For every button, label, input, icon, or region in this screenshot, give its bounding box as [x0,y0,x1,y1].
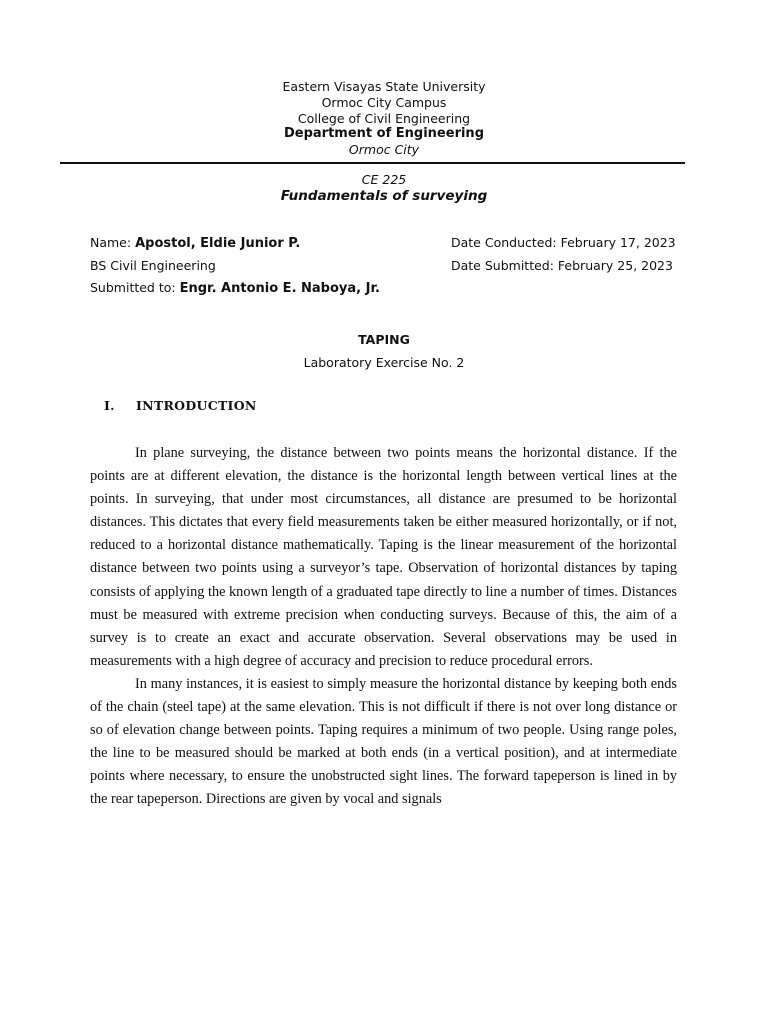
student-name: Apostol, Eldie Junior P. [135,236,301,251]
college-name: College of Civil Engineering [297,111,471,126]
lab-subtitle: Laboratory Exercise No. 2 [303,355,465,370]
course-code: CE 225 [361,172,407,187]
university-name: Eastern Visayas State University [282,79,486,94]
instructor-name: Engr. Antonio E. Naboya, Jr. [179,281,380,296]
paragraph: In plane surveying, the distance between two points means the horizontal distance. If the points are at different elevation, the distance is the horizontal length between vertical lines at the points. In surveying, that under most circumstances, all distance are presumed to be horizontal distances. This dictates that every field measurements taken be either measured horizontally, or if not, reduced to a horizontal distance mathematically. Taping is the linear measurement of the horizontal distance between two points using a surveyor’s tape. Observation of horizontal distances by taping consists of applying the known length of a graduated tape directly to line a number of times. Distances must be measured with extreme precision when conducting surveys. Because of this, the aim of a survey is to create an exact and accurate observation. Several observations may be used in measurements with a high degree of accuracy and precision to reduce procedural errors. [90,445,677,669]
date-submitted-value: February 25, 2023 [557,258,673,273]
city-name: Ormoc City [348,142,420,157]
submitted-to-label: Submitted to: [90,280,176,295]
date-conducted-line [451,235,676,251]
header-divider [60,162,685,164]
department-name: Department of Engineering [284,126,484,141]
date-submitted-label: Date Submitted: [451,258,554,273]
submitted-to-line [90,280,380,297]
date-submitted-line [451,258,673,274]
section-number: I. [104,398,115,413]
student-name-line [90,235,300,252]
course-title: Fundamentals of surveying [280,188,488,204]
date-conducted-value: February 17, 2023 [560,235,676,250]
date-conducted-label: Date Conducted: [451,235,557,250]
campus-name: Ormoc City Campus [321,95,447,110]
section-title: INTRODUCTION [136,398,257,413]
section-heading [104,398,257,413]
lab-title: TAPING [358,332,410,347]
paragraph: In many instances, it is easiest to simply measure the horizontal distance by keeping both ends of the chain (steel tape) at the same elevation. This is not difficult if there is not over long distance or so of elevation change between points. Taping requires a minimum of two people. Using range poles, the line to be measured should be marked at both ends (in a vertical position), and at intermediate points where necessary, to ensure the unobstructed sight lines. The forward tapeperson is lined in by the rear tapeperson. Directions are given by vocal and signals [90,675,677,808]
program: BS Civil Engineering [90,258,216,273]
introduction-body [90,442,677,812]
name-label: Name: [90,235,132,250]
